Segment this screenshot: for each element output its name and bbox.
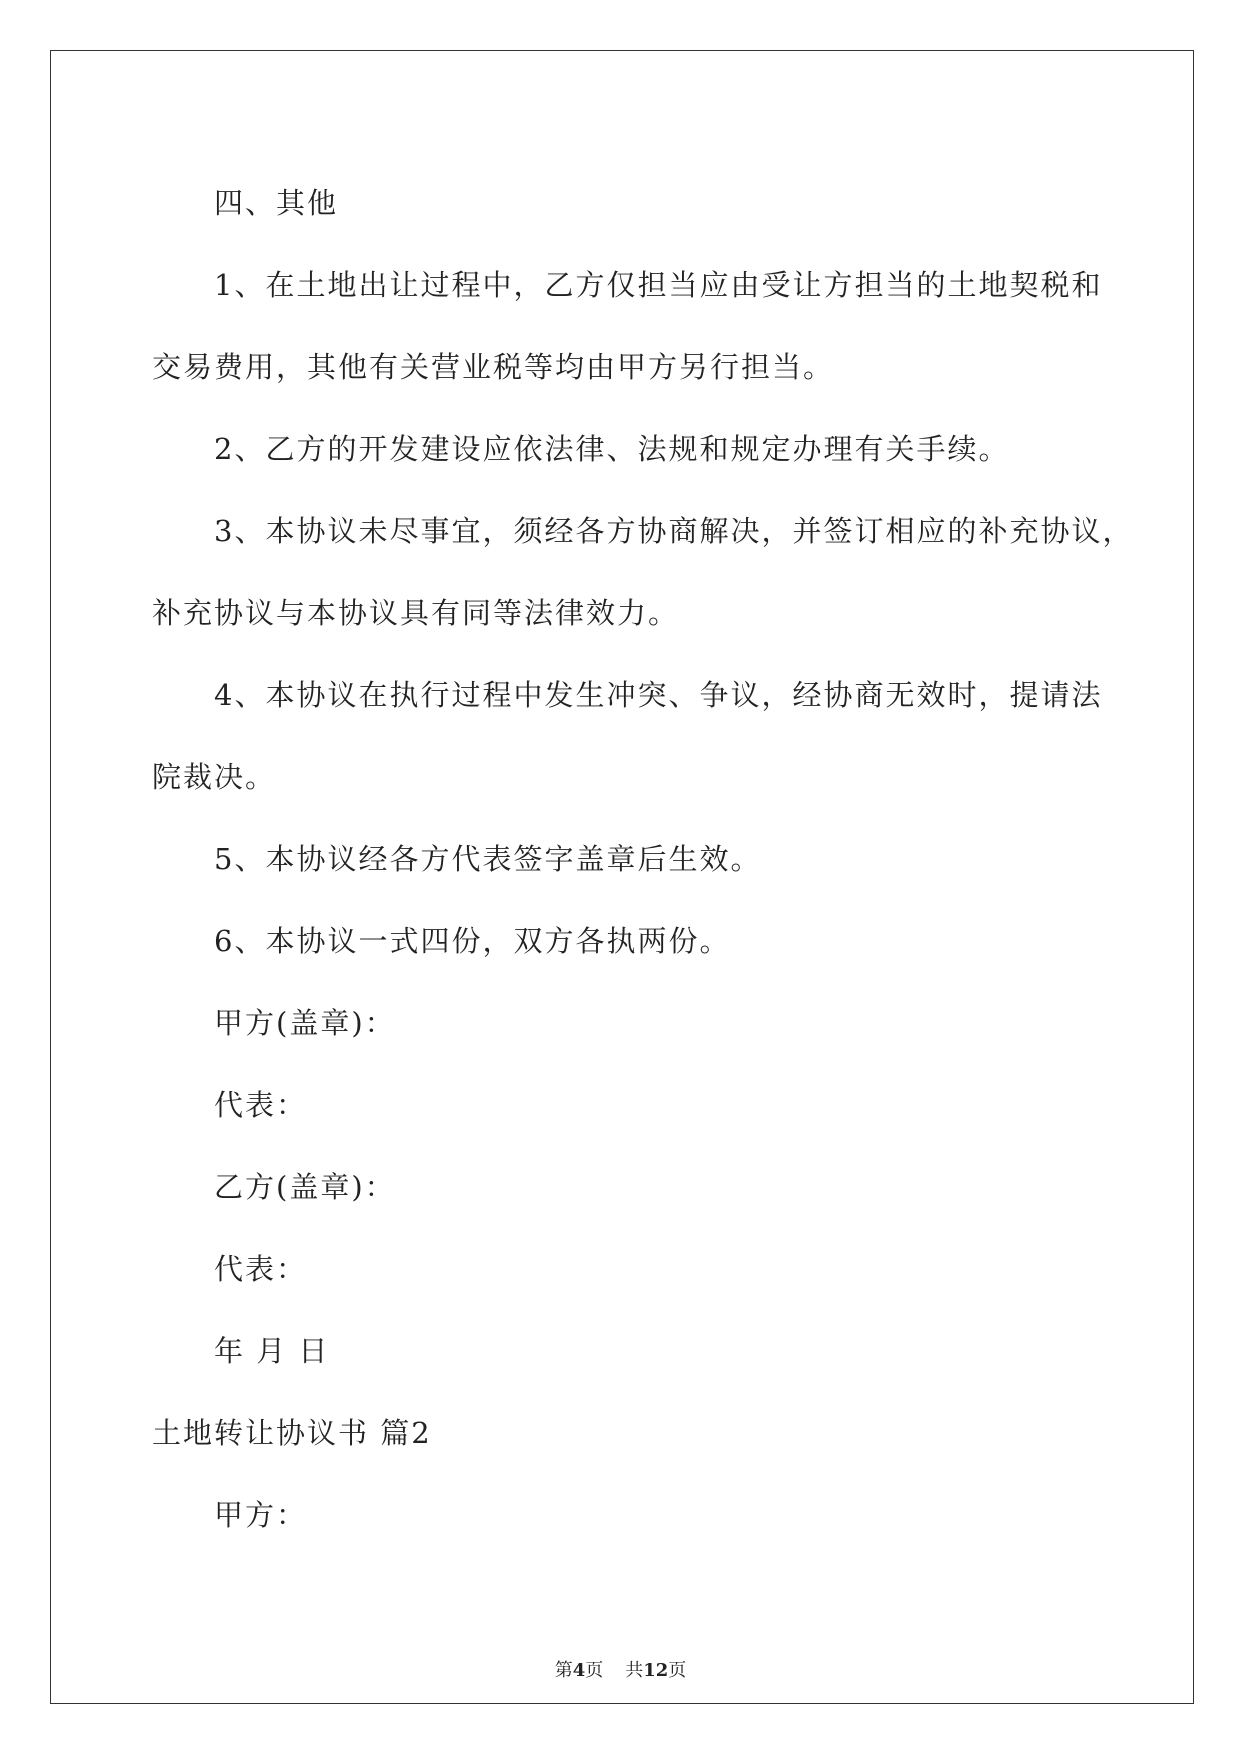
page-footer [0,1656,1241,1682]
document-body [152,162,1134,1556]
footer-page-number: 4 [572,1660,586,1681]
paragraph-4-line-2: 院裁决。 [152,760,277,794]
party-a-representative-label: 代表： [214,1088,308,1122]
footer-total-prefix: 共 [625,1660,644,1681]
paragraph-2: 2、乙方的开发建设应依法律、法规和规定办理有关手续。 [214,432,1010,466]
paragraph-1-line-1: 1、在土地出让过程中，乙方仅担当应由受让方担当的土地契税和 [214,268,1103,302]
paragraph-5: 5、本协议经各方代表签字盖章后生效。 [214,842,762,876]
section-title: 土地转让协议书 篇2 [152,1416,432,1450]
date-line: 年 月 日 [214,1334,330,1368]
party-a-seal-label: 甲方(盖章)： [214,1006,396,1040]
footer-page-prefix: 第 [554,1660,573,1681]
footer-total-pages: 12 [643,1660,669,1681]
paragraph-1-line-2: 交易费用，其他有关营业税等均由甲方另行担当。 [152,350,835,384]
party-b-representative-label: 代表： [214,1252,308,1286]
paragraph-6: 6、本协议一式四份，双方各执两份。 [214,924,731,958]
party-b-seal-label: 乙方(盖章)： [214,1170,396,1204]
section-heading: 四、其他 [214,186,339,220]
paragraph-3-line-1: 3、本协议未尽事宜，须经各方协商解决，并签订相应的补充协议， [214,514,1134,548]
paragraph-4-line-1: 4、本协议在执行过程中发生冲突、争议，经协商无效时，提请法 [214,678,1103,712]
paragraph-3-line-2: 补充协议与本协议具有同等法律效力。 [152,596,680,630]
footer-total-suffix: 页 [668,1660,687,1681]
party-a-label: 甲方： [214,1498,308,1532]
footer-page-suffix: 页 [585,1660,604,1681]
